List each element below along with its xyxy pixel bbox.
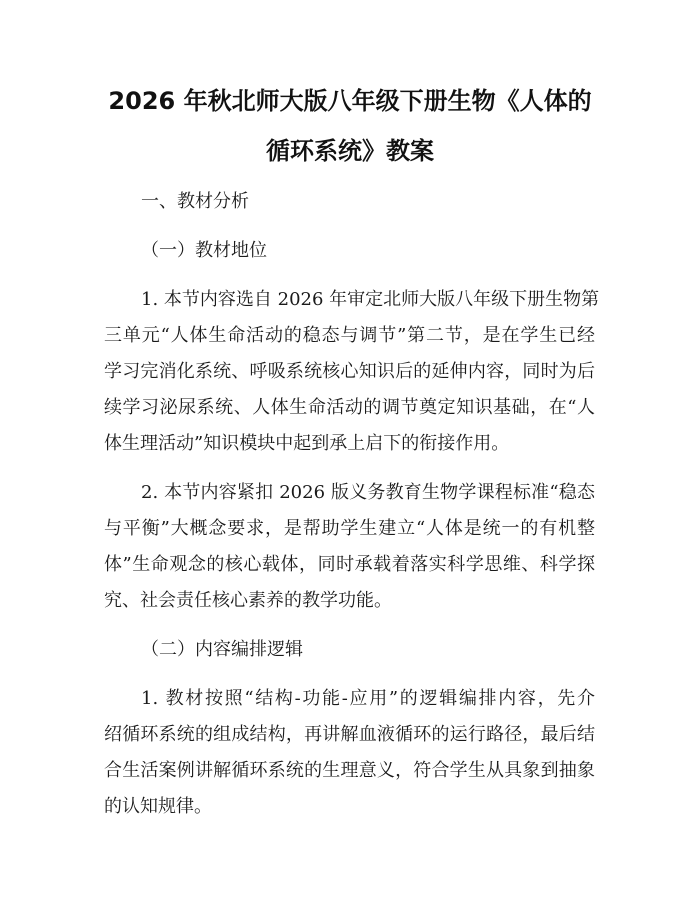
paragraph-1-line-4: 续学习泌尿系统、人体生命活动的调节奠定知识基础，在“人: [104, 397, 595, 418]
paragraph-1-line-5: 体生理活动”知识模块中起到承上启下的衔接作用。: [104, 433, 510, 454]
document-title-line-1: 2026 年秋北师大版八年级下册生物《人体的: [108, 87, 592, 115]
subsection-heading-content-logic: （二）内容编排逻辑: [141, 639, 303, 660]
subsection-heading-textbook-status: （一）教材地位: [141, 240, 267, 261]
paragraph-2-line-2: 与平衡”大概念要求，是帮助学生建立“人体是统一的有机整: [104, 518, 595, 539]
paragraph-2-line-4: 究、社会责任核心素养的教学功能。: [104, 590, 392, 611]
paragraph-1-line-1: 1. 本节内容选自 2026 年审定北师大版八年级下册生物第: [141, 289, 600, 310]
section-heading-textbook-analysis: 一、教材分析: [141, 191, 249, 212]
paragraph-2-line-1: 2. 本节内容紧扣 2026 版义务教育生物学课程标准“稳态: [141, 482, 595, 503]
paragraph-1-line-2: 三单元“人体生命活动的稳态与调节”第二节，是在学生已经: [104, 325, 595, 346]
paragraph-1-line-3: 学习完消化系统、呼吸系统核心知识后的延伸内容，同时为后: [104, 361, 595, 382]
paragraph-3-line-4: 的认知规律。: [104, 796, 212, 817]
document-title-line-2: 循环系统》教案: [266, 137, 434, 165]
paragraph-2-line-3: 体”生命观念的核心载体，同时承载着落实科学思维、科学探: [104, 554, 595, 575]
paragraph-3-line-3: 合生活案例讲解循环系统的生理意义，符合学生从具象到抽象: [104, 760, 595, 781]
paragraph-3-line-2: 绍循环系统的组成结构，再讲解血液循环的运行路径，最后结: [104, 724, 595, 745]
paragraph-3-line-1: 1. 教材按照“结构-功能-应用”的逻辑编排内容，先介: [141, 688, 595, 709]
